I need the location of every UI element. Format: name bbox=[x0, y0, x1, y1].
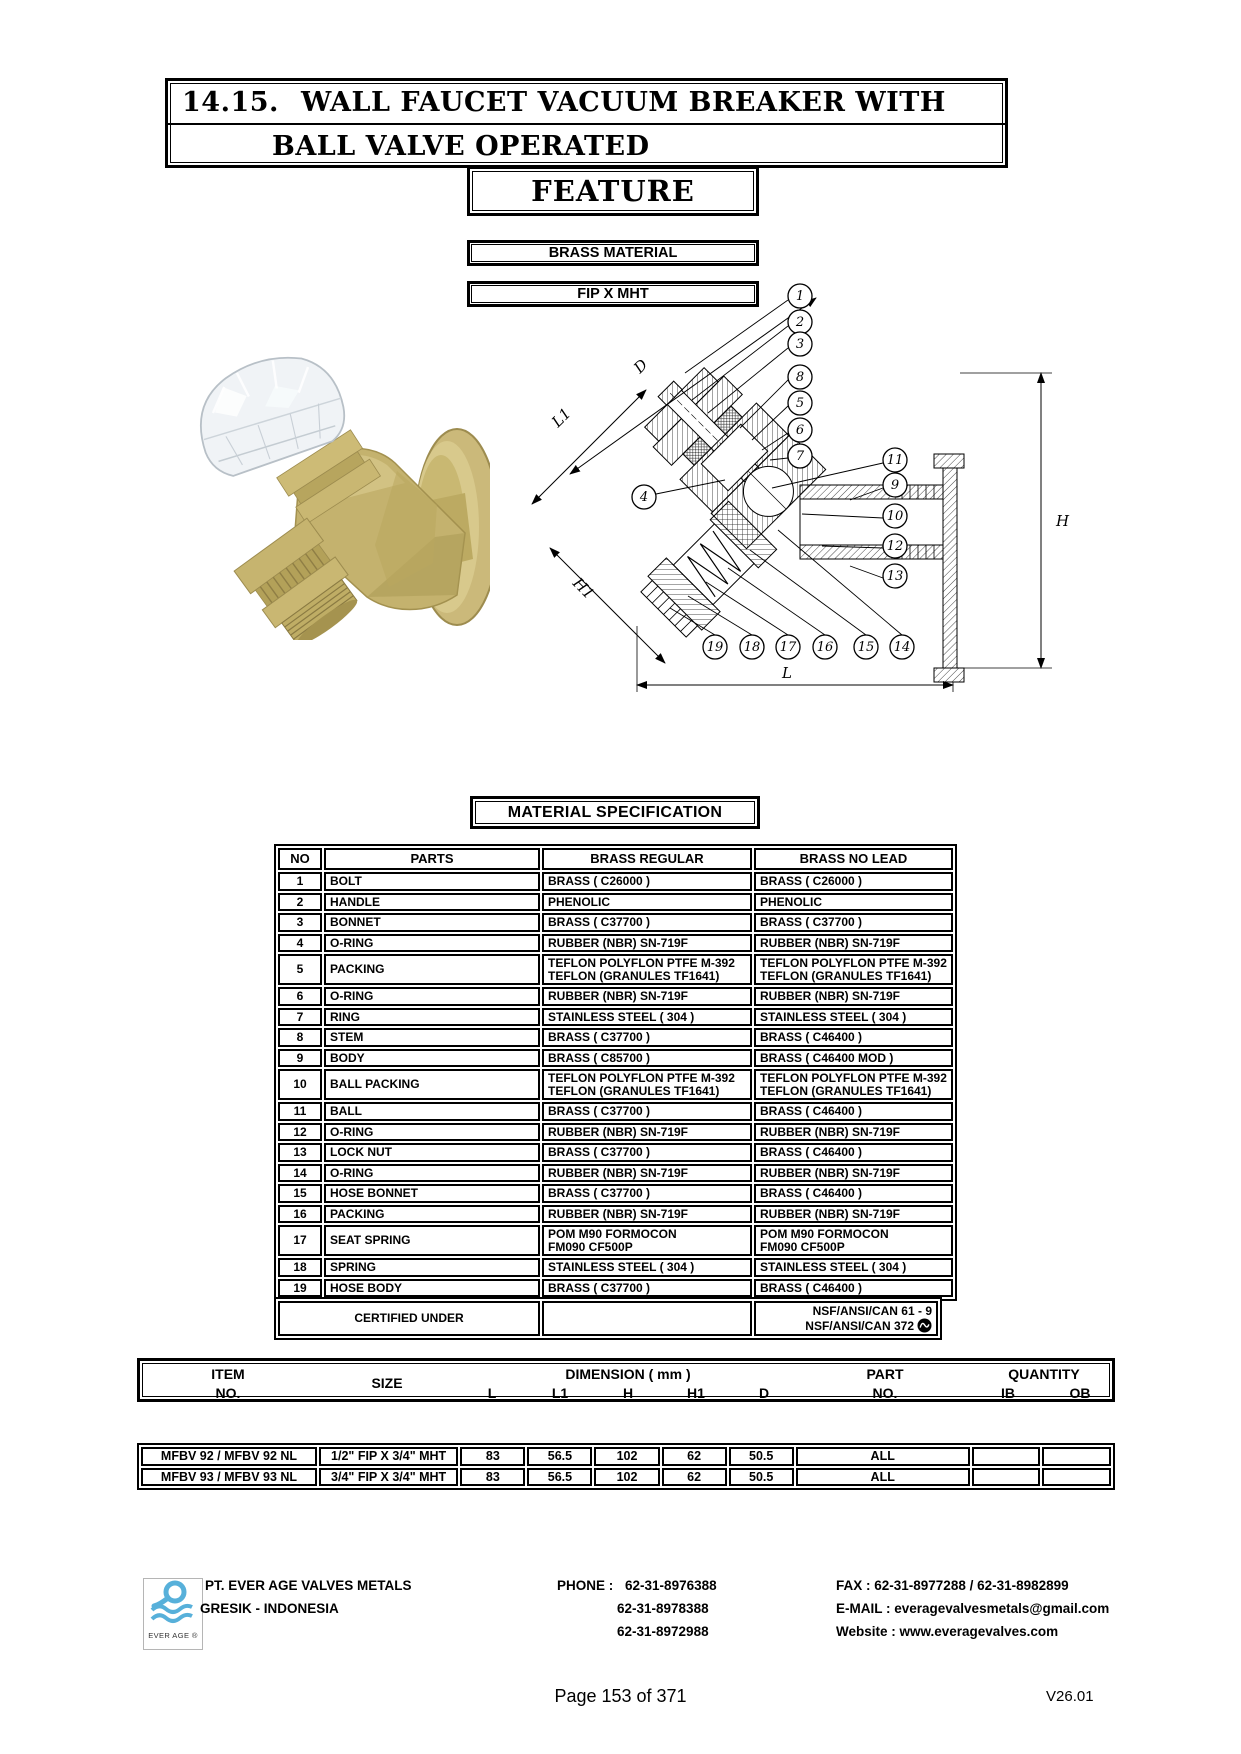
page-number: Page 153 of 371 bbox=[554, 1686, 687, 1706]
title-box bbox=[165, 78, 1008, 168]
svg-text:5: 5 bbox=[795, 396, 805, 411]
feature-heading bbox=[467, 166, 759, 216]
svg-text:11: 11 bbox=[886, 453, 904, 468]
spec-cell-part: PACKING bbox=[324, 954, 540, 985]
drawing-wall-flange bbox=[943, 468, 957, 668]
col-dim-d: D bbox=[758, 1385, 770, 1401]
spec-row bbox=[278, 872, 953, 891]
dimension-table-header bbox=[137, 1358, 1115, 1402]
svg-text:1: 1 bbox=[795, 289, 805, 304]
spec-row bbox=[278, 1164, 953, 1183]
spec-cell-part: PACKING bbox=[324, 1205, 540, 1224]
logo-caption: EVER AGE ® bbox=[148, 1631, 198, 1640]
spec-cell-no-lead: BRASS ( C46400 ) bbox=[754, 1102, 953, 1121]
email-line: E-MAIL : everagevalvesmetals@gmail.com bbox=[836, 1601, 1110, 1616]
dim-row bbox=[141, 1468, 1111, 1487]
callout-7 bbox=[788, 444, 812, 468]
nsf-61-label: NSF/ANSI/CAN 61 - 9 bbox=[812, 1304, 932, 1318]
website-line: Website : www.everagevalves.com bbox=[836, 1624, 1059, 1639]
svg-text:12: 12 bbox=[886, 539, 904, 554]
col-dim-h1: H1 bbox=[687, 1385, 705, 1401]
callout-4 bbox=[632, 485, 656, 509]
spec-cell-no: 16 bbox=[278, 1205, 322, 1224]
spec-cell-regular: BRASS ( C37700 ) bbox=[542, 1184, 752, 1203]
spec-cell-no: 14 bbox=[278, 1164, 322, 1183]
col-part-line1: PART bbox=[866, 1366, 904, 1382]
page-title-continued: BALL VALVE OPERATED bbox=[272, 130, 650, 162]
col-dim-h: H bbox=[622, 1385, 634, 1401]
callout-8 bbox=[788, 365, 812, 389]
spec-cell-no: 11 bbox=[278, 1102, 322, 1121]
spec-cell-no: 19 bbox=[278, 1279, 322, 1298]
spec-cell-no-lead: TEFLON POLYFLON PTFE M-392 TEFLON (GRANULES TF1641) bbox=[754, 1069, 953, 1100]
callout-16 bbox=[813, 635, 837, 659]
callout-6 bbox=[788, 418, 812, 442]
callout-11 bbox=[883, 448, 907, 472]
dim-cell-ob bbox=[1042, 1468, 1111, 1487]
dim-cell-h: 102 bbox=[594, 1447, 659, 1466]
brass-material-label: BRASS MATERIAL bbox=[548, 245, 678, 261]
certified-regular-cell bbox=[542, 1301, 752, 1336]
spec-row bbox=[278, 1205, 953, 1224]
spec-cell-no-lead: BRASS ( C46400 ) bbox=[754, 1028, 953, 1047]
certified-under-label: CERTIFIED UNDER bbox=[278, 1301, 540, 1336]
fax-line: FAX : 62-31-8977288 / 62-31-8982899 bbox=[836, 1578, 1069, 1593]
spec-cell-part: LOCK NUT bbox=[324, 1143, 540, 1162]
col-item-line2: NO. bbox=[215, 1385, 241, 1401]
brass-material-box bbox=[467, 240, 759, 266]
dim-cell-l1: 56.5 bbox=[527, 1447, 592, 1466]
spec-row bbox=[278, 954, 953, 985]
spec-row bbox=[278, 987, 953, 1006]
spec-cell-no-lead: RUBBER (NBR) SN-719F bbox=[754, 1123, 953, 1142]
company-location: GRESIK - INDONESIA bbox=[200, 1601, 339, 1616]
dim-cell-h: 102 bbox=[594, 1468, 659, 1487]
spec-cell-no: 7 bbox=[278, 1008, 322, 1027]
spec-row bbox=[278, 1123, 953, 1142]
svg-text:10: 10 bbox=[886, 509, 904, 524]
spec-row bbox=[278, 1008, 953, 1027]
spec-row bbox=[278, 913, 953, 932]
dim-cell-h1: 62 bbox=[662, 1447, 727, 1466]
col-dimension-mm: DIMENSION ( mm ) bbox=[565, 1366, 691, 1382]
callout-13 bbox=[883, 564, 907, 588]
col-qty-ib: IB bbox=[1001, 1385, 1015, 1401]
spec-row bbox=[278, 1279, 953, 1298]
dim-label-h1: H1 bbox=[569, 574, 598, 603]
spec-cell-part: BOLT bbox=[324, 872, 540, 891]
spec-cell-no: 9 bbox=[278, 1049, 322, 1068]
svg-text:15: 15 bbox=[857, 640, 875, 655]
dim-cell-size: 1/2" FIP X 3/4" MHT bbox=[319, 1447, 458, 1466]
spec-cell-regular: POM M90 FORMOCON FM090 CF500P bbox=[542, 1225, 752, 1256]
col-part-line2: NO. bbox=[872, 1385, 898, 1401]
spec-cell-part: HOSE BODY bbox=[324, 1279, 540, 1298]
svg-text:13: 13 bbox=[886, 569, 904, 584]
callout-12 bbox=[883, 534, 907, 558]
callout-18 bbox=[740, 635, 764, 659]
spec-cell-regular: TEFLON POLYFLON PTFE M-392 TEFLON (GRANULES TF1641) bbox=[542, 1069, 752, 1100]
spec-row bbox=[278, 1225, 953, 1256]
spec-cell-part: O-RING bbox=[324, 1123, 540, 1142]
certified-no-lead-cell bbox=[754, 1301, 938, 1336]
spec-row bbox=[278, 934, 953, 953]
spec-cell-part: SPRING bbox=[324, 1258, 540, 1277]
spec-cell-regular: BRASS ( C37700 ) bbox=[542, 1279, 752, 1298]
spec-cell-no-lead: RUBBER (NBR) SN-719F bbox=[754, 987, 953, 1006]
spec-cell-no-lead: RUBBER (NBR) SN-719F bbox=[754, 1164, 953, 1183]
spec-table-body bbox=[278, 872, 953, 1297]
dim-cell-h1: 62 bbox=[662, 1468, 727, 1487]
title-line-1 bbox=[168, 81, 1005, 125]
dim-table-body bbox=[141, 1447, 1111, 1486]
svg-text:3: 3 bbox=[795, 337, 805, 352]
callout-17 bbox=[776, 635, 800, 659]
spec-cell-regular: TEFLON POLYFLON PTFE M-392 TEFLON (GRANULES TF1641) bbox=[542, 954, 752, 985]
spec-cell-part: O-RING bbox=[324, 987, 540, 1006]
col-quantity: QUANTITY bbox=[1008, 1366, 1080, 1382]
spec-cell-regular: BRASS ( C37700 ) bbox=[542, 1028, 752, 1047]
spec-row bbox=[278, 893, 953, 912]
company-name: PT. EVER AGE VALVES METALS bbox=[205, 1578, 412, 1593]
svg-text:17: 17 bbox=[779, 640, 797, 655]
callout-2 bbox=[788, 310, 812, 334]
phone-number-3: 62-31-8972988 bbox=[617, 1624, 709, 1639]
spec-row bbox=[278, 1258, 953, 1277]
spec-cell-part: BODY bbox=[324, 1049, 540, 1068]
title-line-2 bbox=[168, 125, 1005, 167]
spec-cell-no-lead: BRASS ( C37700 ) bbox=[754, 913, 953, 932]
spec-cell-no: 5 bbox=[278, 954, 322, 985]
callout-19 bbox=[703, 635, 727, 659]
dim-row bbox=[141, 1447, 1111, 1466]
spec-cell-part: O-RING bbox=[324, 1164, 540, 1183]
spec-cell-no-lead: BRASS ( C26000 ) bbox=[754, 872, 953, 891]
nsf-372-label: NSF/ANSI/CAN 372 bbox=[805, 1318, 914, 1333]
spec-cell-no: 3 bbox=[278, 913, 322, 932]
spec-cell-regular: RUBBER (NBR) SN-719F bbox=[542, 987, 752, 1006]
svg-text:7: 7 bbox=[795, 449, 805, 464]
dim-cell-ob bbox=[1042, 1447, 1111, 1466]
svg-text:9: 9 bbox=[890, 478, 900, 493]
spec-cell-regular: RUBBER (NBR) SN-719F bbox=[542, 1205, 752, 1224]
svg-text:2: 2 bbox=[795, 315, 805, 330]
phone-number-1: 62-31-8976388 bbox=[625, 1578, 717, 1593]
spec-cell-no-lead: BRASS ( C46400 MOD ) bbox=[754, 1049, 953, 1068]
spec-cell-no-lead: RUBBER (NBR) SN-719F bbox=[754, 934, 953, 953]
spec-col-regular: BRASS REGULAR bbox=[542, 848, 752, 870]
spec-cell-regular: BRASS ( C37700 ) bbox=[542, 913, 752, 932]
spec-cell-no: 10 bbox=[278, 1069, 322, 1100]
spec-cell-part: RING bbox=[324, 1008, 540, 1027]
col-size: SIZE bbox=[371, 1375, 403, 1391]
dim-label-h: H bbox=[1056, 512, 1070, 530]
spec-cell-no-lead: STAINLESS STEEL ( 304 ) bbox=[754, 1008, 953, 1027]
spec-cell-no: 1 bbox=[278, 872, 322, 891]
spec-cell-part: BONNET bbox=[324, 913, 540, 932]
col-dim-l1: L1 bbox=[551, 1385, 569, 1401]
callout-3 bbox=[788, 332, 812, 356]
callout-5 bbox=[788, 391, 812, 415]
spec-cell-regular: BRASS ( C26000 ) bbox=[542, 872, 752, 891]
callout-14 bbox=[890, 635, 914, 659]
svg-text:4: 4 bbox=[639, 490, 649, 505]
dimension-data-table bbox=[137, 1443, 1115, 1490]
dim-label-l: L bbox=[782, 664, 792, 682]
spec-cell-no: 6 bbox=[278, 987, 322, 1006]
nsf-logo-icon bbox=[917, 1318, 932, 1333]
dim-cell-d: 50.5 bbox=[729, 1468, 794, 1487]
company-logo bbox=[143, 1578, 203, 1650]
spec-cell-regular: BRASS ( C37700 ) bbox=[542, 1143, 752, 1162]
svg-text:6: 6 bbox=[795, 423, 805, 438]
spec-row bbox=[278, 1102, 953, 1121]
dim-cell-item: MFBV 92 / MFBV 92 NL bbox=[141, 1447, 317, 1466]
col-item-line1: ITEM bbox=[211, 1366, 245, 1382]
dim-cell-part: ALL bbox=[796, 1447, 970, 1466]
callout-1 bbox=[788, 284, 812, 308]
phone-block bbox=[557, 1574, 717, 1643]
contact-block bbox=[836, 1574, 1109, 1643]
spec-cell-regular: PHENOLIC bbox=[542, 893, 752, 912]
spec-cell-no: 12 bbox=[278, 1123, 322, 1142]
dim-cell-l: 83 bbox=[460, 1447, 525, 1466]
dim-cell-part: ALL bbox=[796, 1468, 970, 1487]
svg-text:18: 18 bbox=[743, 640, 761, 655]
certified-under-table bbox=[274, 1297, 942, 1340]
dim-cell-l: 83 bbox=[460, 1468, 525, 1487]
callout-15 bbox=[854, 635, 878, 659]
product-photo bbox=[135, 305, 490, 640]
col-qty-ob: OB bbox=[1069, 1385, 1091, 1401]
certified-row bbox=[278, 1301, 938, 1336]
connection-type-label: FIP X MHT bbox=[577, 286, 649, 302]
spec-header-row bbox=[278, 848, 953, 870]
svg-text:19: 19 bbox=[706, 640, 724, 655]
svg-text:8: 8 bbox=[795, 370, 805, 385]
callout-9 bbox=[883, 473, 907, 497]
spec-cell-no: 17 bbox=[278, 1225, 322, 1256]
spec-row bbox=[278, 1069, 953, 1100]
dim-cell-d: 50.5 bbox=[729, 1447, 794, 1466]
ever-age-logo-icon bbox=[145, 1579, 201, 1625]
spec-cell-part: BALL bbox=[324, 1102, 540, 1121]
spec-cell-regular: BRASS ( C85700 ) bbox=[542, 1049, 752, 1068]
spec-cell-no-lead: POM M90 FORMOCON FM090 CF500P bbox=[754, 1225, 953, 1256]
feature-label: FEATURE bbox=[531, 174, 695, 208]
spec-row bbox=[278, 1143, 953, 1162]
dim-cell-item: MFBV 93 / MFBV 93 NL bbox=[141, 1468, 317, 1487]
spec-row bbox=[278, 1028, 953, 1047]
spec-col-parts: PARTS bbox=[324, 848, 540, 870]
spec-cell-no-lead: RUBBER (NBR) SN-719F bbox=[754, 1205, 953, 1224]
dim-cell-size: 3/4" FIP X 3/4" MHT bbox=[319, 1468, 458, 1487]
spec-row bbox=[278, 1049, 953, 1068]
technical-drawing bbox=[500, 278, 1080, 710]
material-specification-table bbox=[274, 844, 957, 1301]
spec-cell-part: STEM bbox=[324, 1028, 540, 1047]
spec-cell-regular: STAINLESS STEEL ( 304 ) bbox=[542, 1258, 752, 1277]
spec-cell-regular: RUBBER (NBR) SN-719F bbox=[542, 1164, 752, 1183]
spec-cell-part: HOSE BONNET bbox=[324, 1184, 540, 1203]
spec-col-no: NO bbox=[278, 848, 322, 870]
dim-cell-ib bbox=[972, 1468, 1040, 1487]
svg-text:14: 14 bbox=[893, 640, 911, 655]
spec-cell-regular: RUBBER (NBR) SN-719F bbox=[542, 934, 752, 953]
spec-col-no-lead: BRASS NO LEAD bbox=[754, 848, 953, 870]
spec-cell-no-lead: BRASS ( C46400 ) bbox=[754, 1184, 953, 1203]
spec-row bbox=[278, 1184, 953, 1203]
spec-cell-no: 4 bbox=[278, 934, 322, 953]
spec-cell-no: 18 bbox=[278, 1258, 322, 1277]
spec-cell-regular: BRASS ( C37700 ) bbox=[542, 1102, 752, 1121]
dim-cell-ib bbox=[972, 1447, 1040, 1466]
material-specification-heading bbox=[470, 796, 760, 829]
spec-cell-no-lead: STAINLESS STEEL ( 304 ) bbox=[754, 1258, 953, 1277]
phone-label: PHONE : bbox=[557, 1578, 614, 1593]
spec-cell-no: 2 bbox=[278, 893, 322, 912]
spec-cell-no-lead: PHENOLIC bbox=[754, 893, 953, 912]
material-specification-label: MATERIAL SPECIFICATION bbox=[507, 803, 723, 821]
spec-cell-part: HANDLE bbox=[324, 893, 540, 912]
spec-cell-no-lead: BRASS ( C46400 ) bbox=[754, 1279, 953, 1298]
dim-label-d: D bbox=[630, 355, 652, 377]
page-title: WALL FAUCET VACUUM BREAKER WITH bbox=[300, 86, 946, 118]
spec-cell-no-lead: TEFLON POLYFLON PTFE M-392 TEFLON (GRANULES TF1641) bbox=[754, 954, 953, 985]
callout-10 bbox=[883, 504, 907, 528]
spec-cell-no: 8 bbox=[278, 1028, 322, 1047]
spec-cell-part: O-RING bbox=[324, 934, 540, 953]
dim-label-l1: L1 bbox=[548, 404, 575, 431]
spec-cell-part: SEAT SPRING bbox=[324, 1225, 540, 1256]
spec-cell-no-lead: BRASS ( C46400 ) bbox=[754, 1143, 953, 1162]
spec-cell-regular: STAINLESS STEEL ( 304 ) bbox=[542, 1008, 752, 1027]
spec-cell-part: BALL PACKING bbox=[324, 1069, 540, 1100]
col-dim-l: L bbox=[487, 1385, 497, 1401]
spec-cell-no: 13 bbox=[278, 1143, 322, 1162]
dim-cell-l1: 56.5 bbox=[527, 1468, 592, 1487]
phone-number-2: 62-31-8978388 bbox=[617, 1601, 709, 1616]
section-number: 14.15. bbox=[182, 86, 279, 118]
svg-text:16: 16 bbox=[816, 640, 834, 655]
spec-cell-no: 15 bbox=[278, 1184, 322, 1203]
version-label: V26.01 bbox=[1046, 1688, 1094, 1705]
spec-cell-regular: RUBBER (NBR) SN-719F bbox=[542, 1123, 752, 1142]
